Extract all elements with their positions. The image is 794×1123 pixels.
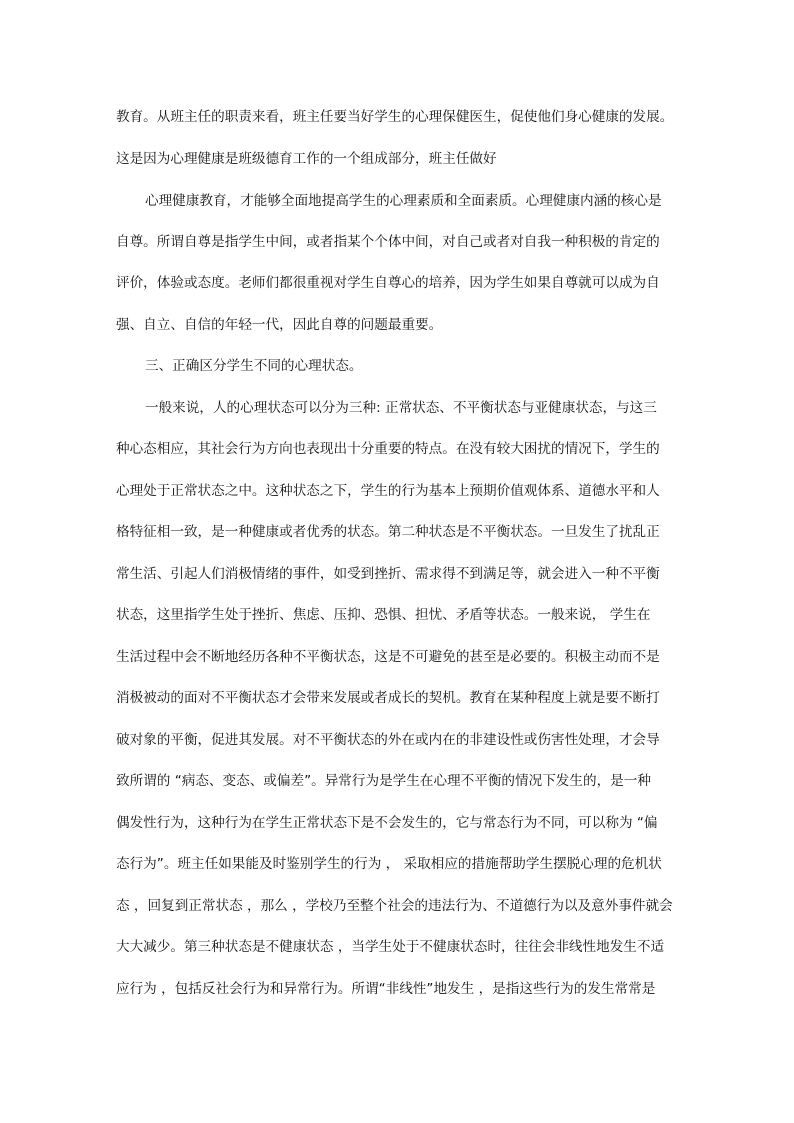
text-line: 致所谓的 “病态、变态、或偏差”。异常行为是学生在心理不平衡的情况下发生的，是一种 xyxy=(116,773,651,789)
text-line: 一般来说，人的心理状态可以分为三种: 正常状态、不平衡状态与亚健康状态，与这三 xyxy=(145,400,657,416)
text-line: 大大减少。第三种状态是不健康状态 ，当学生处于不健康状态时，往往会非线性地发生不适 xyxy=(116,939,665,955)
text-line: 态 ，回复到正常状态 ，那么 ，学校乃至整个社会的违法行为、不道德行为以及意外事件就会 xyxy=(116,898,673,914)
text-line: 偶发性行为，这种行为在学生正常状态下是不会发生的，它与常态行为不同，可以称为 “偏 xyxy=(116,815,658,831)
text-line: 常生活、引起人们消极情绪的事件，如受到挫折、需求得不到满足等，就会进入一种不平衡 xyxy=(116,566,660,582)
text-line: 种心态相应，其社会行为方向也表现出十分重要的特点。在没有较大困扰的情况下，学生的 xyxy=(116,441,660,457)
text-line: 格特征相一致，是一种健康或者优秀的状态。第二种状态是不平衡状态。一旦发生了扰乱正 xyxy=(116,524,660,540)
text-line: 消极被动的面对不平衡状态才会带来发展或者成长的契机。教育在某种程度上就是要不断打 xyxy=(116,690,660,706)
text-line: 教育。从班主任的职责来看，班主任要当好学生的心理保健医生，促使他们身心健康的发展。 xyxy=(116,109,674,125)
text-line: 评价，体验或态度。老师们都很重视对学生自尊心的培养，因为学生如果自尊就可以成为自 xyxy=(116,275,660,291)
text-line: 心理健康教育，才能够全面地提高学生的心理素质和全面素质。心理健康内涵的核心是 xyxy=(145,193,662,209)
text-line: 应行为 ，包括反社会行为和异常行为。所谓“非线性”地发生 ，是指这些行为的发生常常是 xyxy=(116,981,656,997)
text-line: 破对象的平衡，促进其发展。对不平衡状态的外在或内在的非建设性或伤害性处理，才会导 xyxy=(116,732,660,748)
text-line: 态行为”。班主任如果能及时鉴别学生的行为 ， 采取相应的措施帮助学生摆脱心理的危机状 xyxy=(116,856,662,872)
text-line: 状态，这里指学生处于挫折、焦虑、压抑、恐惧、担忧、矛盾等状态。一般来说， 学生在 xyxy=(116,607,651,623)
text-line: 强、自立、自信的年轻一代，因此自尊的问题最重要。 xyxy=(116,317,443,333)
text-line: 自尊。所谓自尊是指学生中间，或者指某个个体中间，对自己或者对自我一种积极的肯定的 xyxy=(116,234,660,250)
text-line: 生活过程中会不断地经历各种不平衡状态，这是不可避免的甚至是必要的。积极主动而不是 xyxy=(116,649,660,665)
section-heading: 三、正确区分学生不同的心理状态。 xyxy=(145,358,363,374)
text-line: 这是因为心理健康是班级德育工作的一个组成部分，班主任做好 xyxy=(116,151,497,167)
text-line: 心理处于正常状态之中。这种状态之下，学生的行为基本上预期价值观体系、道德水平和人 xyxy=(116,483,660,499)
